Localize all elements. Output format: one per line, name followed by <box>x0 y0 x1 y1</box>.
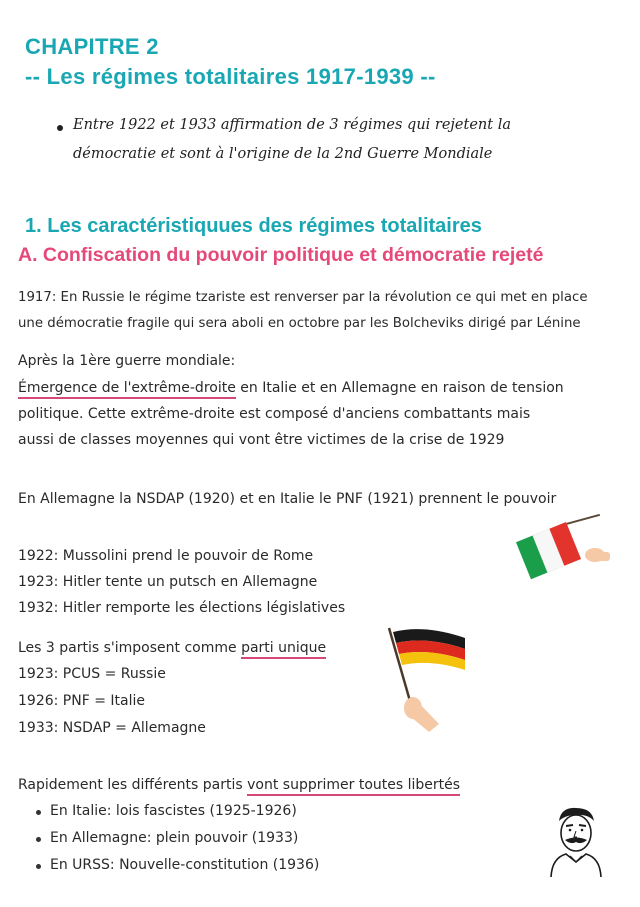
bullet-dot <box>36 810 41 815</box>
bullet-dot <box>36 864 41 869</box>
single-party-intro-text: Les 3 partis s'imposent comme <box>18 640 242 656</box>
liberties-item: En Italie: lois fascistes (1925-1926) <box>50 803 297 819</box>
postwar-intro: Après la 1ère guerre mondiale: <box>18 353 236 369</box>
liberties-underlined: vont supprimer toutes libertés <box>247 777 460 796</box>
single-party-underlined: parti unique <box>241 640 326 659</box>
single-party-item: 1926: PNF = Italie <box>18 693 145 709</box>
bullet-dot <box>57 125 63 131</box>
intro-line-2: démocratie et sont à l'origine de la 2nd Guerre Mondiale <box>73 146 493 162</box>
liberties-intro <box>18 777 460 793</box>
chapter-title: -- Les régimes totalitaires 1917-1939 -- <box>25 64 436 89</box>
single-party-intro <box>18 640 326 656</box>
bullet-dot <box>36 837 41 842</box>
liberties-item: En Allemagne: plein pouvoir (1933) <box>50 830 299 846</box>
paragraph-1917-line-1: 1917: En Russie le régime tzariste est renverser par la révolution ce qui met en place <box>18 290 588 305</box>
timeline-item: 1932: Hitler remporte les élections législatives <box>18 600 346 616</box>
paragraph-1917-line-2: une démocratie fragile qui sera aboli en octobre par les Bolcheviks dirigé par Lénine <box>18 316 581 331</box>
liberties-item: En URSS: Nouvelle-constitution (1936) <box>50 857 320 873</box>
single-party-item: 1933: NSDAP = Allemagne <box>18 720 206 736</box>
intro-line-1: Entre 1922 et 1933 affirmation de 3 régimes qui rejetent la <box>73 117 511 133</box>
postwar-line-2 <box>18 380 564 396</box>
timeline-item: 1922: Mussolini prend le pouvoir de Rome <box>18 548 314 564</box>
power-line: En Allemagne la NSDAP (1920) et en Italie le PNF (1921) prennent le pouvoir <box>18 491 557 507</box>
italy-flag-icon <box>515 512 610 584</box>
chapter-number: CHAPITRE 2 <box>25 34 159 59</box>
postwar-line-3: politique. Cette extrême-droite est composé d'anciens combattants mais <box>18 406 531 422</box>
liberties-intro-text: Rapidement les différents partis <box>18 777 248 793</box>
section-a-title: A. Confiscation du pouvoir politique et démocratie rejeté <box>18 244 544 266</box>
timeline-item: 1923: Hitler tente un putsch en Allemagne <box>18 574 318 590</box>
stalin-portrait-icon <box>548 804 604 878</box>
germany-flag-icon <box>385 624 470 739</box>
postwar-line-4: aussi de classes moyennes qui vont être victimes de la crise de 1929 <box>18 432 505 448</box>
section-1-title: 1. Les caractéristiquues des régimes totalitaires <box>25 215 482 237</box>
extreme-right-underlined: Émergence de l'extrême-droite <box>18 380 236 399</box>
postwar-line-2-rest: en Italie et en Allemagne en raison de tension <box>235 380 564 396</box>
single-party-item: 1923: PCUS = Russie <box>18 666 166 682</box>
